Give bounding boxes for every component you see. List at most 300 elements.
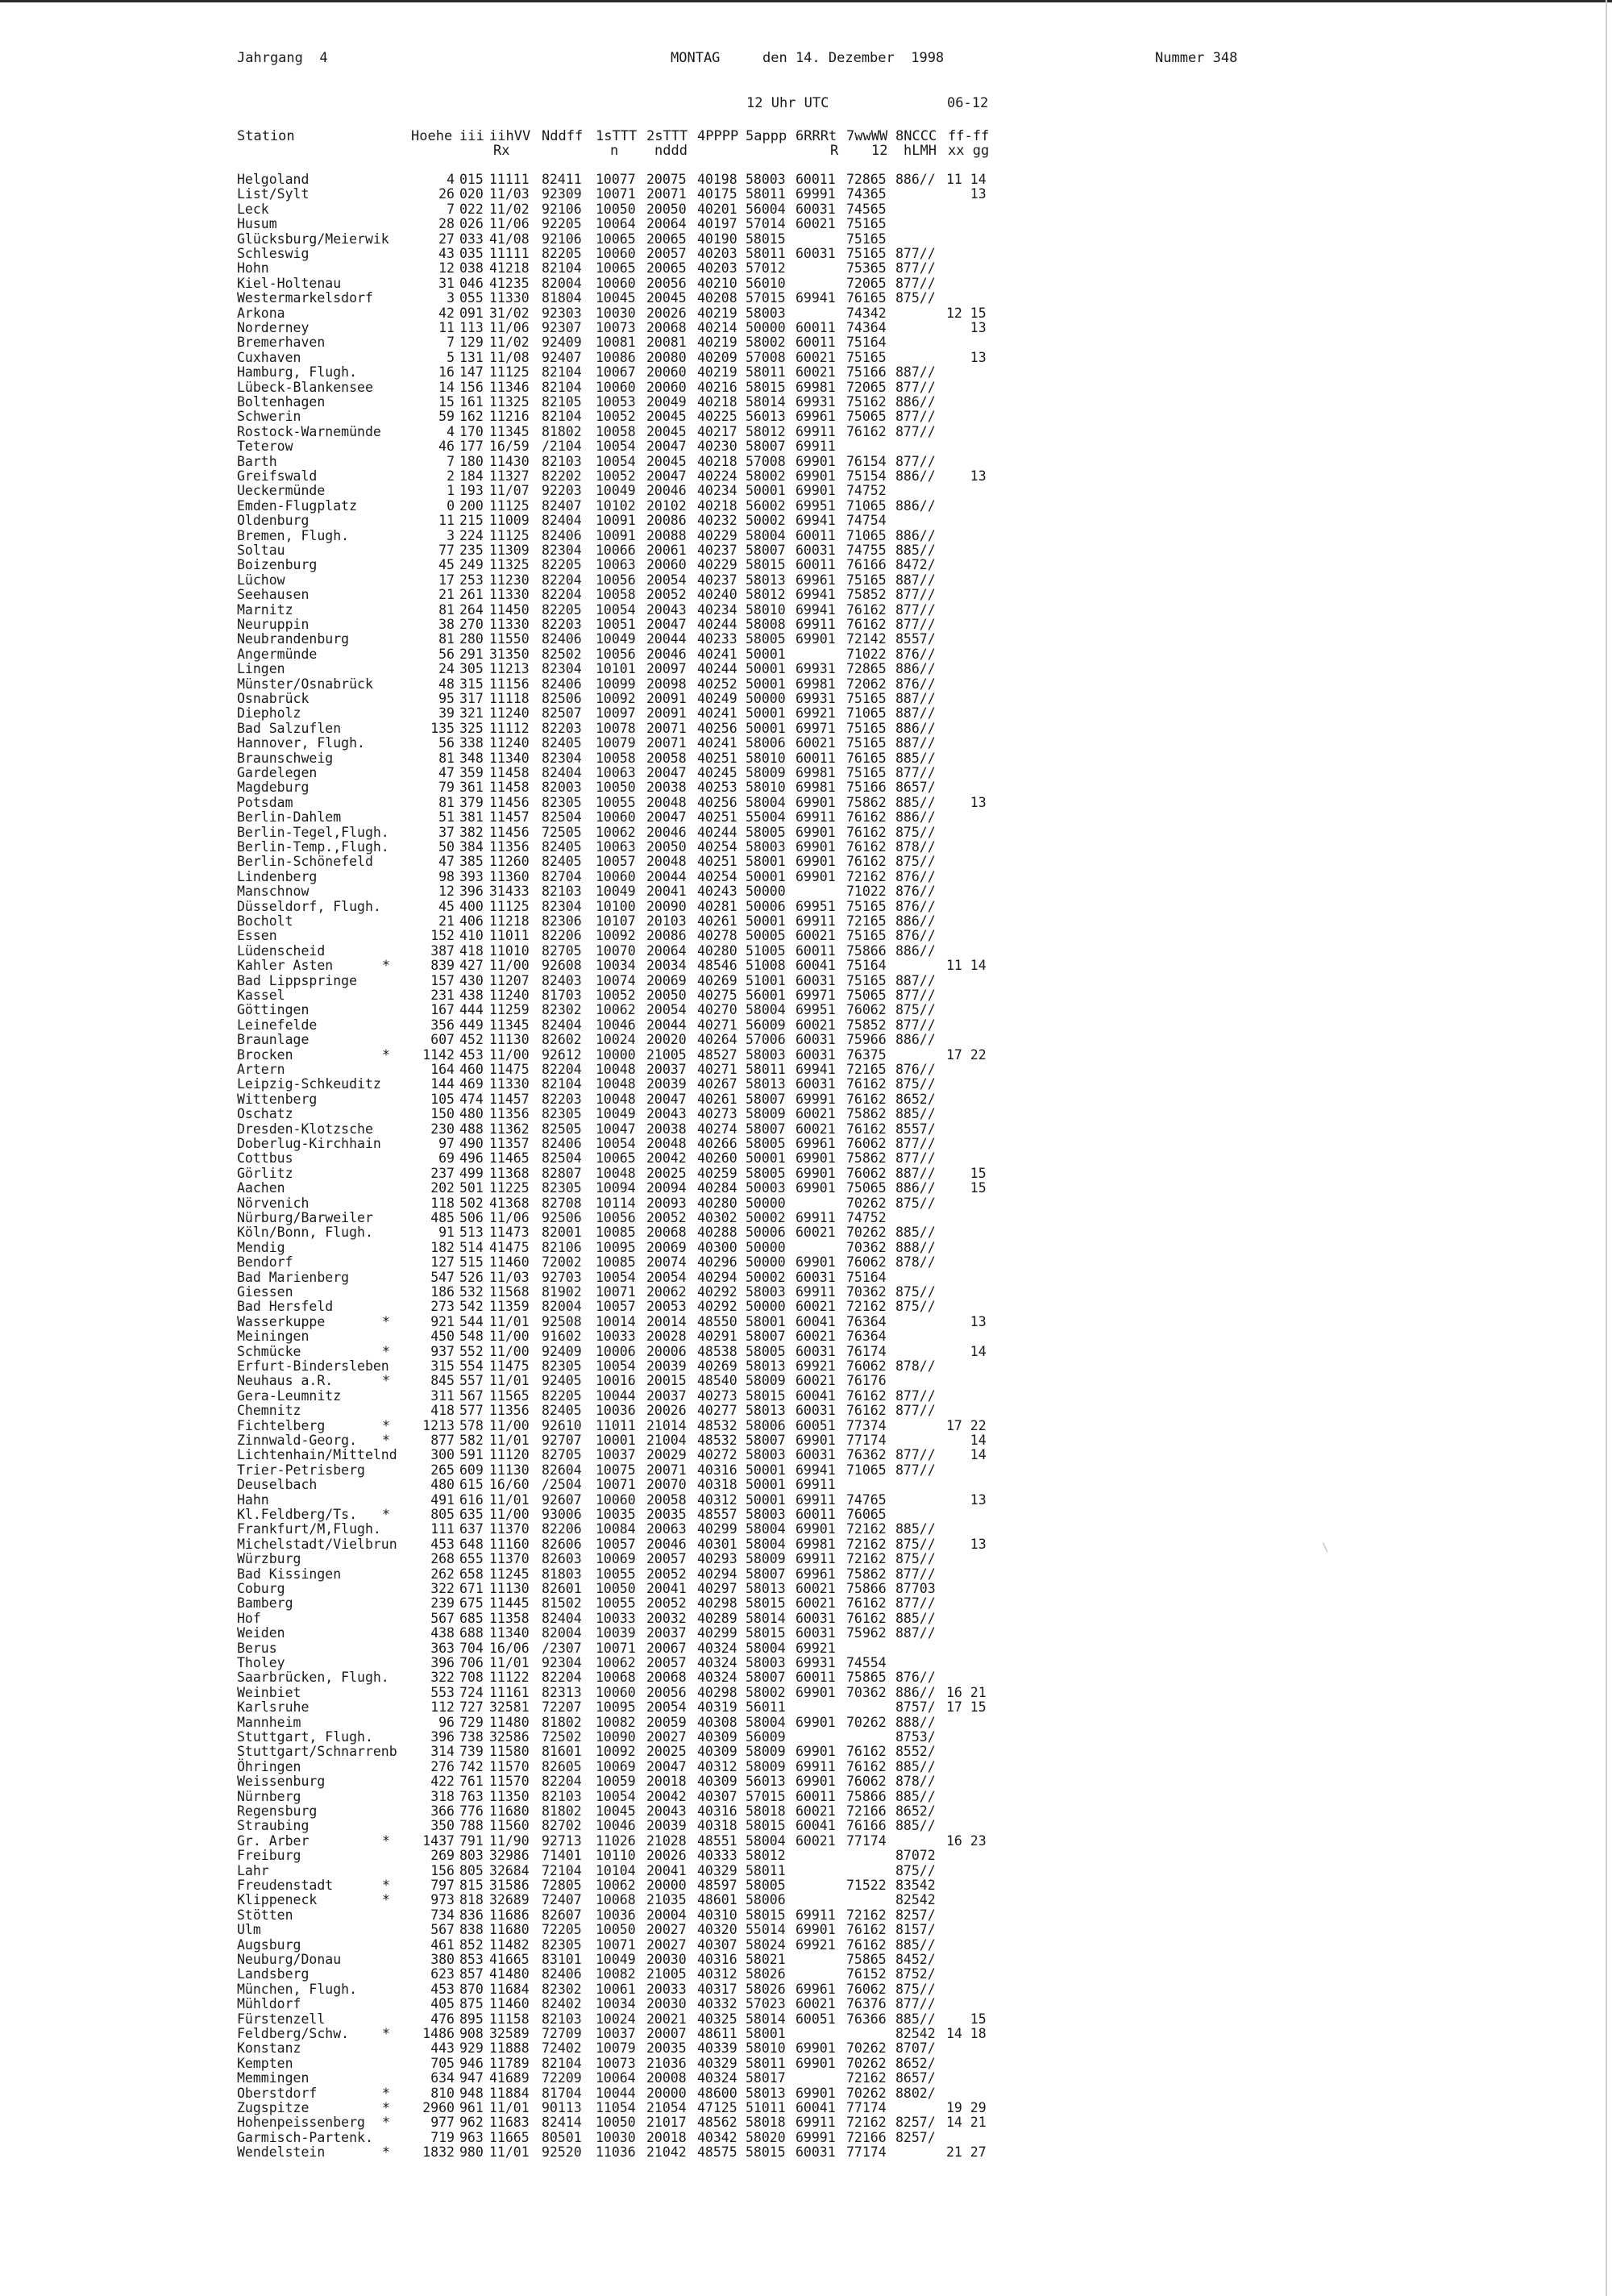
4pppp-group: 40237	[697, 572, 737, 588]
2sttt-group: 20063	[646, 1521, 687, 1537]
col-7www: 7wwWW	[846, 128, 888, 144]
2sttt-group: 20046	[646, 483, 687, 499]
ffff-group: 17 22	[946, 1046, 987, 1063]
7wwww-group: 76165	[846, 750, 887, 766]
station-name: Meiningen	[237, 1329, 310, 1345]
6rrrt-group: 60021	[796, 1121, 836, 1137]
7wwww-group: 75164	[846, 958, 887, 974]
station-height: 95	[438, 691, 455, 706]
nddff-group: 92106	[542, 201, 582, 217]
station-id: 264	[459, 601, 484, 618]
iihvv-group: 32689	[489, 1892, 530, 1908]
station-id: 739	[459, 1744, 484, 1760]
2sttt-group: 20045	[646, 290, 687, 306]
station-name: Wasserkuppe	[237, 1313, 326, 1329]
iihvv-group: 11680	[489, 1922, 530, 1938]
iihvv-group: 11130	[489, 1462, 530, 1478]
station-id: 870	[459, 1981, 484, 1997]
nddff-group: 82405	[542, 839, 582, 855]
7wwww-group: 71022	[846, 646, 887, 662]
nddff-group: 82502	[542, 646, 582, 662]
7wwww-group: 72162	[846, 2115, 887, 2131]
station-height: 144	[430, 1076, 455, 1092]
iihvv-group: 11130	[489, 1032, 530, 1048]
station-id: 400	[459, 898, 484, 914]
4pppp-group: 40190	[697, 231, 737, 247]
ffff-group: 14 21	[946, 2115, 987, 2131]
nddff-group: 92610	[542, 1417, 582, 1433]
7wwww-group: 76065	[846, 1507, 887, 1522]
5appp-group: 58003	[746, 839, 786, 855]
iihvv-group: 11686	[489, 1907, 530, 1923]
2sttt-group: 20014	[646, 1313, 687, 1329]
station-height: 2960	[422, 2100, 455, 2115]
station-name: Zinnwald-Georg.	[237, 1433, 358, 1448]
5appp-group: 58001	[746, 2026, 786, 2041]
7wwww-group: 75862	[846, 1106, 887, 1122]
2sttt-group: 20054	[646, 572, 687, 588]
station-name: Bad Marienberg	[237, 1269, 350, 1285]
station-id: 193	[459, 483, 484, 499]
5appp-group: 58010	[746, 2040, 786, 2057]
station-id: 648	[459, 1536, 484, 1552]
6rrrt-group: 69941	[796, 290, 836, 306]
station-height: 1142	[422, 1046, 455, 1063]
4pppp-group: 40203	[697, 246, 737, 261]
8nccc-group: 87072	[895, 1848, 936, 1864]
8nccc-group: 885//	[895, 1225, 936, 1241]
iihvv-group: 11362	[489, 1121, 530, 1137]
ffff-group: 12 15	[946, 305, 987, 321]
station-height: 27	[438, 231, 455, 247]
6rrrt-group: 60031	[796, 1032, 836, 1048]
1sttt-group: 10050	[596, 1581, 636, 1596]
7wwww-group: 76364	[846, 1313, 887, 1329]
ffff-group: 15	[946, 1180, 987, 1196]
7wwww-group: 76176	[846, 1373, 887, 1389]
4pppp-group: 40256	[697, 720, 737, 736]
5appp-group: 58002	[746, 468, 786, 484]
iihvv-group: 11560	[489, 1818, 530, 1834]
1sttt-group: 10045	[596, 290, 636, 306]
4pppp-group: 40270	[697, 1002, 737, 1018]
station-name: Oberstdorf	[237, 2085, 318, 2101]
station-name: Barth	[237, 453, 277, 469]
4pppp-group: 40251	[697, 809, 737, 826]
nddff-group: 82204	[542, 572, 582, 588]
2sttt-group: 20028	[646, 1329, 687, 1345]
iihvv-group: 11158	[489, 2011, 530, 2027]
iihvv-group: 11/01	[489, 1373, 530, 1389]
2sttt-group: 20044	[646, 868, 687, 884]
station-height: 797	[430, 1878, 455, 1893]
4pppp-group: 40342	[697, 2129, 737, 2145]
7wwww-group: 74752	[846, 1210, 887, 1225]
8nccc-group: 8657/	[895, 2070, 936, 2086]
5appp-group: 57012	[746, 260, 786, 277]
5appp-group: 58011	[746, 1062, 786, 1077]
5appp-group: 57015	[746, 290, 786, 306]
1sttt-group: 10064	[596, 2070, 636, 2086]
station-height: 12	[438, 884, 455, 900]
2sttt-group: 20094	[646, 1180, 687, 1196]
6rrrt-group: 69921	[796, 1640, 836, 1656]
station-id: 706	[459, 1655, 484, 1670]
2sttt-group: 20057	[646, 1655, 687, 1670]
1sttt-group: 10049	[596, 884, 636, 900]
5appp-group: 58006	[746, 1892, 786, 1908]
8nccc-group: 877//	[895, 765, 936, 780]
ffff-group: 11 14	[946, 172, 987, 187]
7wwww-group: 75165	[846, 572, 887, 588]
4pppp-group: 40234	[697, 483, 737, 499]
1sttt-group: 10057	[596, 1299, 636, 1315]
5appp-group: 58001	[746, 1313, 786, 1329]
station-height: 7	[447, 201, 455, 217]
4pppp-group: 40339	[697, 2040, 737, 2057]
6rrrt-group: 60051	[796, 2011, 836, 2027]
7wwww-group: 76375	[846, 1046, 887, 1063]
5appp-group: 58005	[746, 1878, 786, 1893]
iihvv-group: 11340	[489, 750, 530, 766]
6rrrt-group: 60021	[796, 1803, 836, 1819]
station-height: 42	[438, 305, 455, 321]
station-height: 15	[438, 394, 455, 410]
7wwww-group: 76162	[846, 1403, 887, 1419]
4pppp-group: 40271	[697, 1017, 737, 1033]
station-id: 396	[459, 884, 484, 900]
7wwww-group: 74364	[846, 320, 887, 335]
station-name: Nörvenich	[237, 1195, 310, 1211]
iihvv-group: 11/00	[489, 1507, 530, 1522]
station-name: Garmisch-Partenk.	[237, 2129, 373, 2145]
2sttt-group: 20046	[646, 646, 687, 662]
station-height: 45	[438, 898, 455, 914]
nddff-group: 82003	[542, 780, 582, 796]
mountain-flag: *	[382, 1343, 390, 1359]
nddff-group: 82004	[542, 1299, 582, 1315]
station-id: 348	[459, 750, 484, 766]
nddff-group: 82305	[542, 794, 582, 810]
station-name: Glücksburg/Meierwik	[237, 231, 389, 247]
7wwww-group: 72162	[846, 868, 887, 884]
7wwww-group: 76166	[846, 557, 887, 573]
station-id: 280	[459, 631, 484, 647]
4pppp-group: 48550	[697, 1313, 737, 1329]
4pppp-group: 48532	[697, 1433, 737, 1448]
6rrrt-group: 69901	[796, 1922, 836, 1938]
5appp-group: 58009	[746, 1373, 786, 1389]
6rrrt-group: 60031	[796, 1076, 836, 1092]
6rrrt-group: 60041	[796, 2100, 836, 2115]
1sttt-group: 11011	[596, 1417, 636, 1433]
station-name: Augsburg	[237, 1936, 301, 1953]
nddff-group: 82601	[542, 1581, 582, 1596]
iihvv-group: 11330	[489, 1076, 530, 1092]
6rrrt-group: 69991	[796, 186, 836, 202]
7wwww-group: 75865	[846, 1670, 887, 1686]
station-height: 734	[430, 1907, 455, 1923]
station-name: Essen	[237, 928, 277, 944]
station-height: 805	[430, 1507, 455, 1522]
4pppp-group: 40312	[697, 1966, 737, 1982]
iihvv-group: 11/08	[489, 349, 530, 365]
1sttt-group: 11036	[596, 2144, 636, 2161]
4pppp-group: 40218	[697, 394, 737, 410]
station-id: 385	[459, 854, 484, 870]
mountain-flag: *	[382, 1507, 390, 1522]
2sttt-group: 20030	[646, 1996, 687, 2012]
6rrrt-group: 69981	[796, 765, 836, 780]
8nccc-group: 875//	[895, 854, 936, 870]
5appp-group: 58008	[746, 617, 786, 632]
station-id: 552	[459, 1343, 484, 1359]
8nccc-group: 8257/	[895, 2129, 936, 2145]
station-name: Kahler Asten	[237, 958, 334, 974]
8nccc-group: 8752/	[895, 1966, 936, 1982]
nddff-group: 82203	[542, 617, 582, 632]
6rrrt-group: 60041	[796, 1818, 836, 1834]
8nccc-group: 878//	[895, 1774, 936, 1790]
7wwww-group: 76162	[846, 1610, 887, 1626]
iihvv-group: 11/03	[489, 186, 530, 202]
6rrrt-group: 69901	[796, 794, 836, 810]
station-name: Zugspitze	[237, 2100, 310, 2115]
1sttt-group: 10085	[596, 1254, 636, 1271]
2sttt-group: 20047	[646, 617, 687, 632]
8nccc-group: 887//	[895, 691, 936, 706]
iihvv-group: 11356	[489, 839, 530, 855]
station-id: 963	[459, 2129, 484, 2145]
iihvv-group: 11884	[489, 2085, 530, 2101]
6rrrt-group: 69901	[796, 2055, 836, 2071]
4pppp-group: 40302	[697, 1210, 737, 1225]
station-name: Fichtelberg	[237, 1417, 326, 1433]
nddff-group: 82406	[542, 1136, 582, 1151]
iihvv-group: 11218	[489, 913, 530, 929]
nddff-group: 82206	[542, 1521, 582, 1537]
1sttt-group: 10101	[596, 661, 636, 677]
7wwww-group: 72165	[846, 1062, 887, 1077]
7wwww-group: 76162	[846, 1595, 887, 1612]
1sttt-group: 11054	[596, 2100, 636, 2115]
iihvv-group: 11345	[489, 423, 530, 439]
station-id: 615	[459, 1477, 484, 1493]
8nccc-group: 877//	[895, 1387, 936, 1404]
2sttt-group: 20045	[646, 409, 687, 425]
iihvv-group: 41480	[489, 1966, 530, 1982]
station-height: 476	[430, 2011, 455, 2027]
iihvv-group: 11125	[489, 364, 530, 381]
station-id: 708	[459, 1670, 484, 1686]
station-id: 200	[459, 497, 484, 514]
4pppp-group: 40244	[697, 661, 737, 677]
station-id: 803	[459, 1848, 484, 1864]
1sttt-group: 10036	[596, 1403, 636, 1419]
2sttt-group: 20033	[646, 1981, 687, 1997]
1sttt-group: 10085	[596, 1225, 636, 1241]
station-height: 118	[430, 1195, 455, 1211]
7wwww-group: 75165	[846, 972, 887, 988]
5appp-group: 58013	[746, 2085, 786, 2101]
station-height: 31	[438, 275, 455, 291]
5appp-group: 50002	[746, 1269, 786, 1285]
station-id: 418	[459, 942, 484, 959]
nddff-group: 72205	[542, 1922, 582, 1938]
station-name: Mühldorf	[237, 1996, 301, 2012]
iihvv-group: 11309	[489, 543, 530, 558]
station-name: Emden-Flugplatz	[237, 497, 358, 514]
6rrrt-group: 69901	[796, 483, 836, 499]
8nccc-group: 876//	[895, 884, 936, 900]
5appp-group: 58010	[746, 780, 786, 796]
col-iii: iii	[459, 128, 484, 144]
mountain-flag: *	[382, 2085, 390, 2101]
5appp-group: 58003	[746, 1655, 786, 1670]
iihvv-group: 11330	[489, 617, 530, 632]
6rrrt-group: 60011	[796, 942, 836, 959]
col-ihvv: iihVV	[489, 128, 531, 144]
5appp-group: 58007	[746, 1670, 786, 1686]
6rrrt-group: 69901	[796, 1774, 836, 1790]
station-height: 314	[430, 1744, 455, 1760]
5appp-group: 58009	[746, 1744, 786, 1760]
2sttt-group: 20046	[646, 824, 687, 840]
7wwww-group: 76062	[846, 1165, 887, 1181]
station-id: 038	[459, 260, 484, 277]
5appp-group: 58015	[746, 557, 786, 573]
4pppp-group: 40316	[697, 1462, 737, 1478]
6rrrt-group: 69901	[796, 453, 836, 469]
7wwww-group: 72162	[846, 1521, 887, 1537]
station-name: Coburg	[237, 1581, 285, 1596]
station-id: 501	[459, 1180, 484, 1196]
iihvv-group: 41475	[489, 1239, 530, 1255]
station-name: Bremerhaven	[237, 335, 326, 351]
7wwww-group: 76165	[846, 290, 887, 306]
8nccc-group: 887//	[895, 705, 936, 722]
station-height: 182	[430, 1239, 455, 1255]
7wwww-group: 72062	[846, 676, 887, 692]
4pppp-group: 40333	[697, 1848, 737, 1864]
6rrrt-group: 69971	[796, 720, 836, 736]
5appp-group: 58004	[746, 1521, 786, 1537]
7wwww-group: 75164	[846, 1269, 887, 1285]
station-height: 51	[438, 809, 455, 826]
6rrrt-group: 69981	[796, 780, 836, 796]
5appp-group: 55004	[746, 809, 786, 826]
2sttt-group: 21014	[646, 1417, 687, 1433]
4pppp-group: 40232	[697, 513, 737, 529]
6rrrt-group: 69901	[796, 1714, 836, 1730]
2sttt-group: 20098	[646, 676, 687, 692]
nddff-group: 81802	[542, 423, 582, 439]
7wwww-group: 72166	[846, 2129, 887, 2145]
nddff-group: 92106	[542, 231, 582, 247]
4pppp-group: 40241	[697, 735, 737, 751]
5appp-group: 58005	[746, 1136, 786, 1151]
4pppp-group: 40318	[697, 1477, 737, 1493]
7wwww-group: 76166	[846, 1818, 887, 1834]
5appp-group: 58003	[746, 1046, 786, 1063]
1sttt-group: 10047	[596, 1121, 636, 1137]
station-height: 937	[430, 1343, 455, 1359]
4pppp-group: 40277	[697, 1403, 737, 1419]
station-name: Ulm	[237, 1922, 261, 1938]
8nccc-group: 885//	[895, 1521, 936, 1537]
station-id: 655	[459, 1551, 484, 1567]
6rrrt-group: 69941	[796, 601, 836, 618]
iihvv-group: 32581	[489, 1699, 530, 1716]
2sttt-group: 20091	[646, 691, 687, 706]
8nccc-group: 876//	[895, 868, 936, 884]
iihvv-group: 11450	[489, 601, 530, 618]
station-id: 046	[459, 275, 484, 291]
station-id: 035	[459, 246, 484, 261]
4pppp-group: 40294	[697, 1566, 737, 1582]
1sttt-group: 10074	[596, 972, 636, 988]
station-height: 135	[430, 720, 455, 736]
mountain-flag: *	[382, 1878, 390, 1893]
station-id: 170	[459, 423, 484, 439]
8nccc-group: 886//	[895, 942, 936, 959]
6rrrt-group: 60031	[796, 543, 836, 558]
7wwww-group: 76162	[846, 601, 887, 618]
2sttt-group: 21005	[646, 1966, 687, 1982]
1sttt-group: 10052	[596, 988, 636, 1003]
1sttt-group: 10035	[596, 1507, 636, 1522]
nddff-group: 92713	[542, 1832, 582, 1849]
nddff-group: 81704	[542, 2085, 582, 2101]
mountain-flag: *	[382, 1417, 390, 1433]
5appp-group: 51005	[746, 942, 786, 959]
station-height: 37	[438, 824, 455, 840]
iihvv-group: 11457	[489, 1091, 530, 1107]
4pppp-group: 48546	[697, 958, 737, 974]
station-name: Gera-Leumnitz	[237, 1387, 342, 1404]
5appp-group: 58004	[746, 1640, 786, 1656]
iihvv-group: 11340	[489, 1625, 530, 1641]
station-height: 839	[430, 958, 455, 974]
ffff-group: 16 21	[946, 1684, 987, 1700]
2sttt-group: 20058	[646, 1491, 687, 1508]
iihvv-group: 11475	[489, 1062, 530, 1077]
1sttt-group: 10053	[596, 394, 636, 410]
station-name: Berlin-Dahlem	[237, 809, 342, 826]
station-height: 96	[438, 1714, 455, 1730]
iihvv-group: 11457	[489, 809, 530, 826]
station-height: 553	[430, 1684, 455, 1700]
5appp-group: 51008	[746, 958, 786, 974]
1sttt-group: 10095	[596, 1239, 636, 1255]
5appp-group: 50006	[746, 1225, 786, 1241]
station-id: 542	[459, 1299, 484, 1315]
station-name: Stuttgart, Flugh.	[237, 1729, 373, 1745]
1sttt-group: 10037	[596, 1447, 636, 1463]
7wwww-group: 70362	[846, 1284, 887, 1300]
station-height: 322	[430, 1670, 455, 1686]
1sttt-group: 10086	[596, 349, 636, 365]
iihvv-group: 32986	[489, 1848, 530, 1864]
iihvv-group: 32589	[489, 2026, 530, 2041]
mountain-flag: *	[382, 1046, 390, 1063]
7wwww-group: 75165	[846, 216, 887, 232]
5appp-group: 58007	[746, 1091, 786, 1107]
station-height: 443	[430, 2040, 455, 2057]
station-name: Weiden	[237, 1625, 285, 1641]
iihvv-group: 11330	[489, 290, 530, 306]
7wwww-group: 76154	[846, 453, 887, 469]
